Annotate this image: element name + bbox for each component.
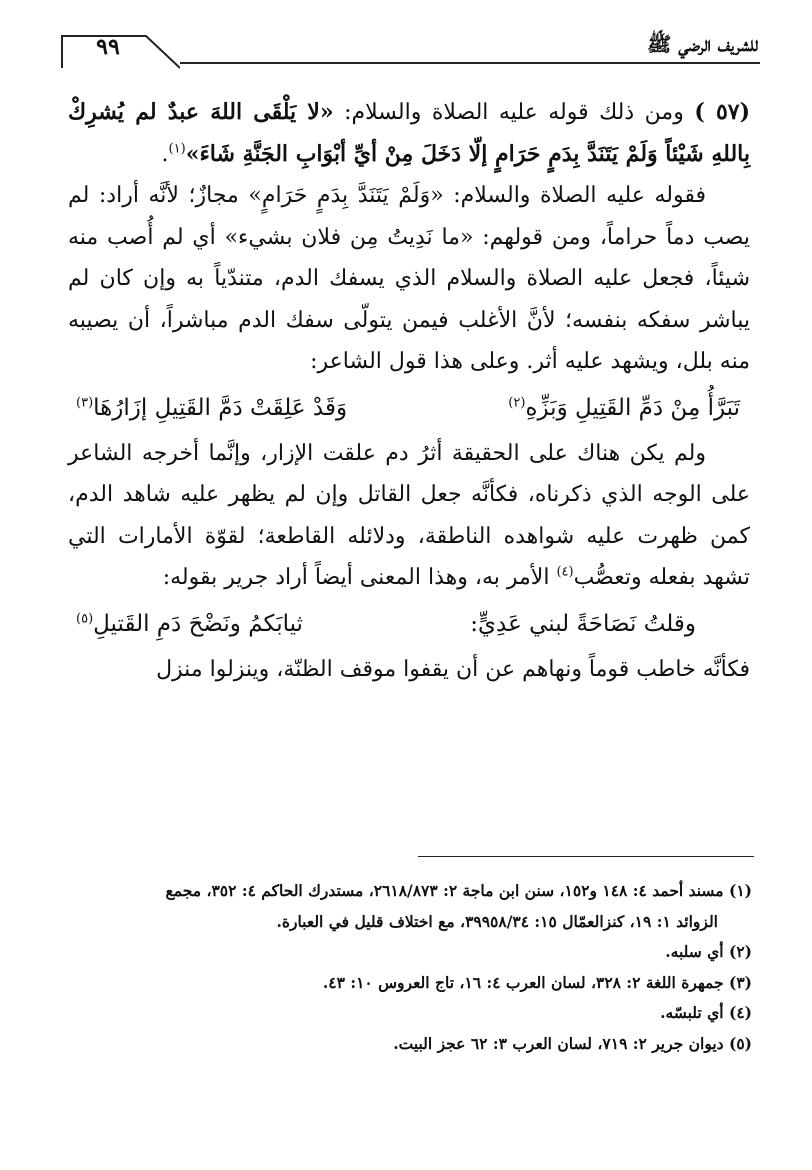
footnote-number: (١) <box>728 881 752 900</box>
hadith-text: «لا يَلْقَى اللهَ عبدٌ لم يُشرِكْ بِاللهِ شَيْئاً وَلَمْ يَتَنَدَّ بِدَمٍ حَرَامٍ إلّا دَخَلَ مِنْ أيِّ أبْوَابِ الجَنَّةِ شَاءَ» <box>68 99 750 167</box>
footnote-number: (٢) <box>728 942 752 961</box>
paragraph-explanation <box>68 433 750 599</box>
footnote-ref-5[interactable]: (٥) <box>76 610 94 626</box>
paragraph-closing: فكأنَّه خاطب قوماً ونهاهم عن أن يقفوا موقف الظنّة، وينزلوا منزل <box>156 656 750 682</box>
page-header <box>60 28 760 68</box>
footnote-number: (٥) <box>728 1033 752 1053</box>
footnote-2 <box>66 937 752 968</box>
footnote-4 <box>66 998 752 1029</box>
verse-2-second-text: ثيابَكمُ ونَضْحَ دَمِ القَتيلِ <box>93 610 303 637</box>
footnote-text: أي تلبسّه. <box>660 1003 724 1022</box>
page-number: ٩٩ <box>96 34 120 60</box>
footnotes <box>66 876 752 1059</box>
footnote-number: (٤) <box>728 1003 752 1022</box>
paragraph-57 <box>68 92 750 175</box>
paragraph-intro: ومن ذلك قوله عليه الصلاة والسلام: <box>344 100 684 125</box>
footnote-5 <box>66 1029 752 1060</box>
verse-1-first-text: تَبَرَّأُ مِنْ دَمِّ القَتِيلِ وَبَزِّهِ <box>525 394 740 421</box>
sentence-end: . <box>161 141 169 167</box>
section-number: (٥٧ ) <box>694 99 750 125</box>
footnote-text: جمهرة اللغة ٢: ٣٢٨، لسان العرب ٤: ١٦، تاج العروس ١٠: ٤٣. <box>322 972 724 992</box>
verse-2-second-hemistich <box>76 599 303 649</box>
footnote-ref-2[interactable]: (٢) <box>508 394 526 410</box>
footnote-text: مسند أحمد ٤: ١٤٨ و١٥٢، سنن ابن ماجة ٢: ٢٦١٨/٨٧٣، مستدرك الحاكم ٤: ٣٥٢، مجمع <box>165 881 724 900</box>
paragraph-commentary: فقوله عليه الصلاة والسلام: «وَلَمْ يَتَنَدَّ بِدَمٍ حَرَامٍ» مجازٌ؛ لأنَّه أراد: لم يصب دماً حراماً، ومن قولهم: «ما نَدِيتُ مِن فلان بشيء» أي لم أُصب منه شيئاً، فجعل عليه الصلاة والسلام الذي يسفك الدم، متندّياً به وإن كان لم يباشر سفكه بنفسه؛ لأنَّ الأغلب فيمن يتولّى سفك الدم مباشراً، أن يصيبه منه بلل، ويشهد عليه أثر. وعلى هذا قول الشاعر: <box>68 183 750 374</box>
verse-1 <box>68 383 750 433</box>
footnote-separator <box>418 856 754 857</box>
main-text <box>68 92 750 690</box>
footnote-number: (٣) <box>728 972 752 992</box>
footnote-1 <box>66 876 752 907</box>
running-title: للشريف الرضي ﷺ <box>647 32 758 56</box>
header-rule <box>180 62 760 64</box>
footnote-1-continued: الزوائد ١: ١٩، كنزالعمّال ١٥: ٣٩٩٥٨/٣٤، مع اختلاف قليل في العبارة. <box>276 911 718 931</box>
verse-1-first-hemistich <box>508 383 740 433</box>
verse-2 <box>68 599 750 649</box>
footnote-text: ديوان جرير ٢: ٧١٩، لسان العرب ٣: ٦٢ عجز البيت. <box>393 1033 724 1053</box>
footnote-ref-4[interactable]: (٤) <box>556 564 574 580</box>
paragraph-explanation-a: ولم يكن هناك على الحقيقة أثرُ دم علقت الإزار، وإنَّما أخرجه الشاعر على الوجه الذي ذكرناه، فكأنَّه جعل القاتل وإن لم يظهر عليه شاهد الدم، كمن ظهرت عليه شواهده الناطقة، ودلائله القاطعة؛ لقوّة الأمارات التي تشهد بفعله وتعصُّب <box>68 440 750 590</box>
footnote-ref-3[interactable]: (٣) <box>76 394 94 410</box>
verse-1-second-text: وَقَدْ عَلِقَتْ دَمَّ القَتِيلِ إزَارُهَا <box>93 394 348 421</box>
footnote-ref-1[interactable]: (١) <box>168 141 186 157</box>
footnote-3 <box>66 968 752 999</box>
verse-1-second-hemistich <box>76 383 347 433</box>
footnote-text: أي سلبه. <box>665 942 724 961</box>
paragraph-explanation-b: الأمر به، وهذا المعنى أيضاً أراد جرير بقوله: <box>162 565 557 590</box>
verse-2-first-hemistich: وقلتُ نَصَاحَةً لبني عَدِيٍّ: <box>470 610 696 637</box>
